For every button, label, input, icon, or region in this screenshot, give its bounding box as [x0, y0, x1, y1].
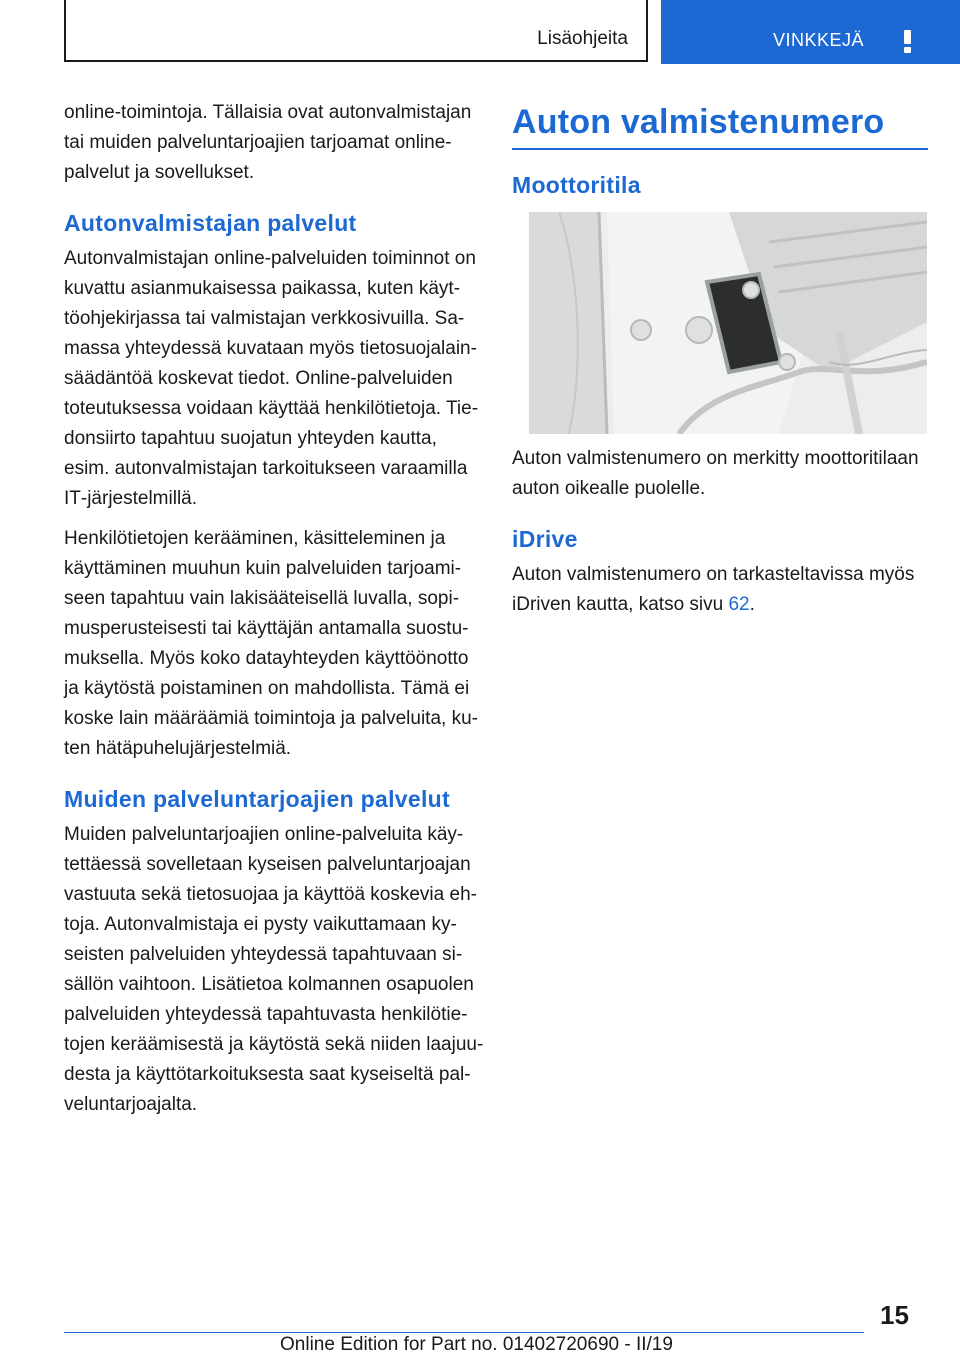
header-chapter-label: VINKKEJÄ — [773, 30, 865, 50]
section-heading-manufacturer-services: Autonvalmistajan palvelut — [64, 210, 357, 236]
section-heading-engine-bay: Moottoritila — [512, 172, 641, 198]
header-section-tab — [64, 0, 648, 62]
idrive-text: Auton valmistenumero on tarkasteltavissa myös iDriven kautta, katso sivu — [512, 564, 915, 615]
engine-bay-illustration — [529, 212, 927, 434]
header-section-label: Lisäohjeita — [537, 28, 628, 49]
section-heading-idrive: iDrive — [512, 526, 578, 552]
engine-bay-image — [529, 212, 927, 434]
left-column — [64, 98, 484, 1130]
idrive-text-end: . — [749, 594, 755, 615]
footer-rule — [64, 1332, 864, 1333]
intro-paragraph: online-toimintoja. Tällaisia ovat autonvalmistajan tai muiden palveluntarjoajien tarjoamat online-palvelut ja sovellukset. — [64, 102, 472, 183]
header-chapter-tab — [661, 0, 960, 64]
manufacturer-services-paragraph-1: Autonvalmistajan online-palveluiden toiminnot on kuvattu asianmukaisessa paikassa, kuten käyt-töohjekirjassa tai valmistajan verkkosivuilla. Sa-massa yhteydessä kuvataan myös tietosuojalain-säädäntöä koskevat tiedot. Online-palveluiden toteutuksessa voidaan käyttää henkilötietoja. Tie-donsiirto tapahtuu suojatun yhteyden kautta, esim. autonvalmistajan tarkoitukseen varaamilla IT‑järjestelmillä. — [64, 248, 479, 509]
page-reference-link[interactable]: 62 — [728, 594, 750, 615]
exclamation-icon — [899, 30, 915, 54]
footer-edition-text: Online Edition for Part no. 01402720690 - II/19 — [280, 1334, 673, 1355]
manufacturer-services-paragraph-2: Henkilötietojen kerääminen, käsitteleminen ja käyttäminen muuhun kuin palveluiden tarjoami-seen tapahtuu vain lakisääteisellä luvalla, sopi-musperusteisesti tai käyttäjän antamalla suostu-muksella. Myös koko datayhteyden käyttöönotto ja käytöstä poistaminen on mahdollista. Tämä ei koske lain määräämiä toimintoja ja palveluita, ku-ten hätäpuhelujärjestelmiä. — [64, 528, 478, 759]
third-party-services-paragraph: Muiden palveluntarjoajien online-palveluita käy-tettäessä sovelletaan kyseisen palveluntarjoajan vastuuta sekä tietosuojaa ja käyttöä koskevia eh-toja. Autonvalmistaja ei pysty vaikuttamaan ky-seisten palveluiden yhteydessä tapahtuvaan si-sällön vaihtoon. Lisätietoa kolmannen osapuolen palveluiden yhteydessä tapahtuvasta henkilötie-tojen keräämisestä ja käytöstä sekä niiden laajuu-desta ja käyttötarkoituksesta saat kyseiseltä pal-veluntarjoajalta. — [64, 824, 484, 1115]
section-heading-third-party-services: Muiden palveluntarjoajien palvelut — [64, 786, 450, 812]
page-title: Auton valmistenumero — [512, 98, 928, 150]
idrive-paragraph — [512, 560, 928, 620]
page-number: 15 — [880, 1300, 909, 1330]
engine-bay-caption: Auton valmistenumero on merkitty moottoritilaan auton oikealle puolelle. — [512, 448, 919, 499]
right-column — [512, 98, 928, 630]
